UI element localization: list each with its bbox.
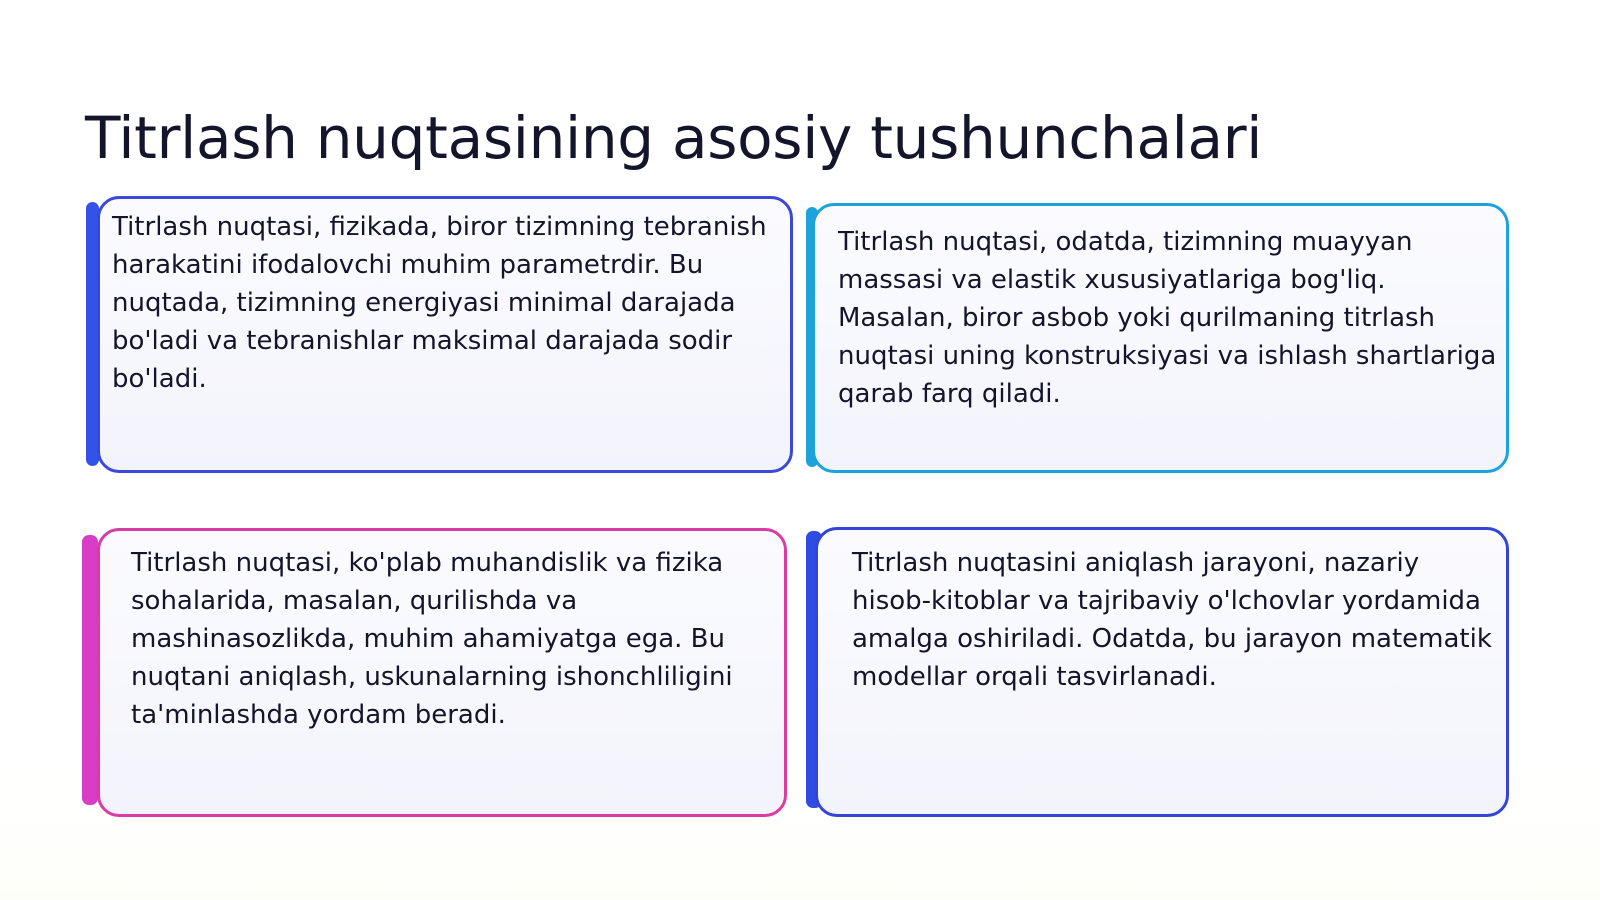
slide-title: Titrlash nuqtasining asosiy tushunchalari <box>85 104 1263 172</box>
card-4-text: Titrlash nuqtasini aniqlash jarayoni, nazariy hisob-kitoblar va tajribaviy o'lchovlar yordamida amalga oshiriladi. Odatda, bu jarayon matematik modellar orqali tasvirlanadi. <box>852 548 1492 692</box>
card-1-text: Titrlash nuqtasi, fizikada, biror tizimning tebranish harakatini ifodalovchi muhim parametrdir. Bu nuqtada, tizimning energiyasi minimal darajada bo'ladi va tebranishlar maksimal darajada sodir bo'ladi. <box>112 212 767 394</box>
card-3-accent-bar <box>82 535 98 805</box>
card-3-text: Titrlash nuqtasi, ko'plab muhandislik va fizika sohalarida, masalan, qurilishda va mashinasozlikda, muhim ahamiyatga ega. Bu nuqtani aniqlash, uskunalarning ishonchliligini ta'minlashda yordam beradi. <box>131 548 733 730</box>
card-2-text: Titrlash nuqtasi, odatda, tizimning muayyan massasi va elastik xususiyatlariga bog'liq. Masalan, biror asbob yoki qurilmaning titrlash nuqtasi uning konstruksiyasi va ishlash shartlariga qarab farq qiladi. <box>838 227 1497 409</box>
